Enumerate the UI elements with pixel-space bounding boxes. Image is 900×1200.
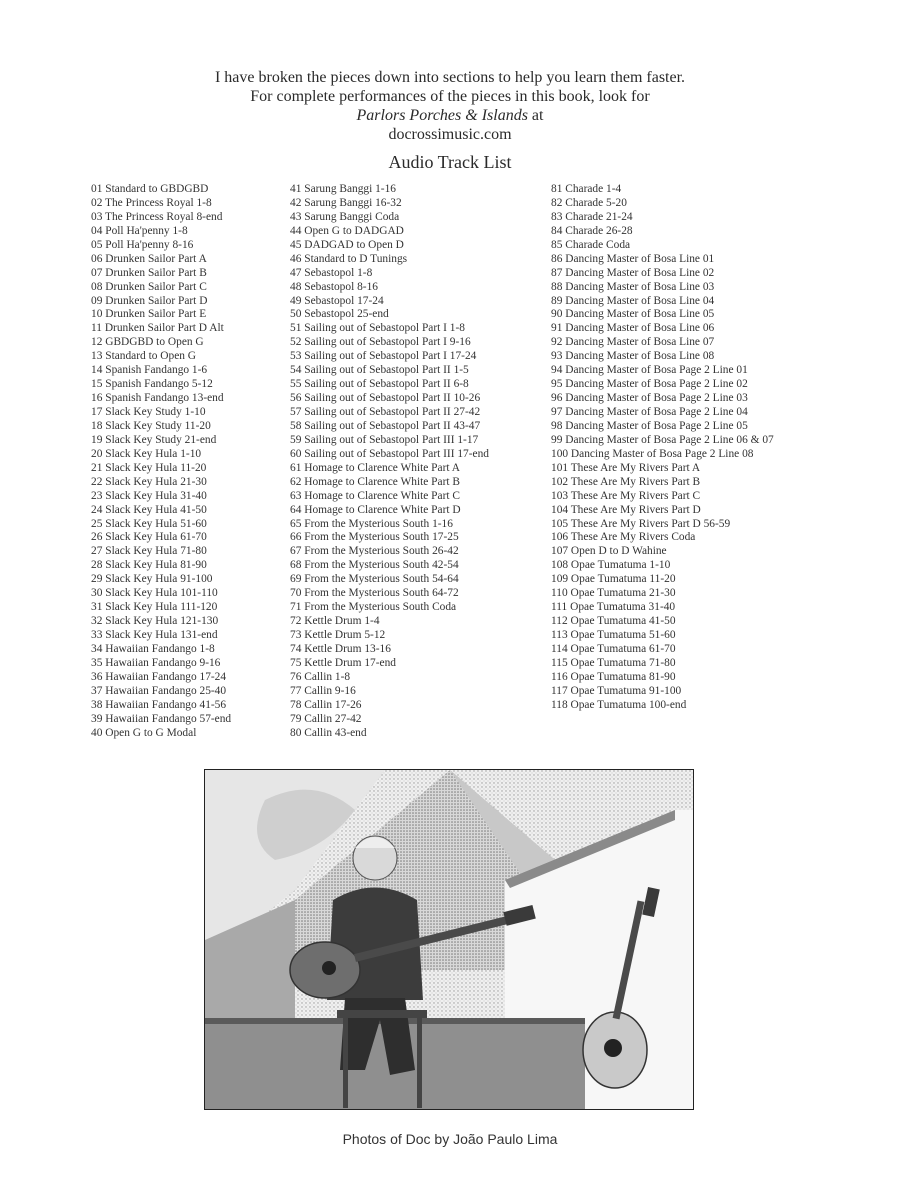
track-item: 96 Dancing Master of Bosa Page 2 Line 03 (551, 392, 748, 405)
track-item: 50 Sebastopol 25-end (290, 308, 389, 321)
intro-line-1: I have broken the pieces down into sections to help you learn them faster. (214, 69, 686, 86)
photo-illustration (205, 770, 693, 1109)
track-item: 25 Slack Key Hula 51-60 (91, 517, 207, 530)
track-item: 110 Opae Tumatuma 21-30 (551, 587, 676, 600)
track-item: 31 Slack Key Hula 111-120 (91, 601, 218, 614)
track-item: 39 Hawaiian Fandango 57-end (91, 712, 232, 725)
track-item: 109 Opae Tumatuma 11-20 (551, 573, 676, 586)
track-item: 59 Sailing out of Sebastopol Part III 1-17 (290, 433, 479, 446)
track-item: 09 Drunken Sailor Part D (91, 294, 208, 307)
track-item: 17 Slack Key Study 1-10 (91, 406, 206, 418)
track-item: 47 Sebastopol 1-8 (290, 266, 373, 279)
track-item: 52 Sailing out of Sebastopol Part I 9-16 (290, 336, 471, 349)
track-item: 20 Slack Key Hula 1-10 (91, 447, 202, 460)
photo-of-doc (204, 769, 694, 1110)
track-item: 22 Slack Key Hula 21-30 (91, 475, 207, 488)
track-item: 12 GBDGBD to Open G (91, 336, 204, 349)
photo-caption: Photos of Doc by João Paulo Lima (342, 1131, 558, 1147)
track-item: 53 Sailing out of Sebastopol Part I 17-24 (290, 350, 477, 363)
track-item: 105 These Are My Rivers Part D 56-59 (551, 517, 731, 530)
track-item: 82 Charade 5-20 (551, 196, 627, 209)
track-item: 64 Homage to Clarence White Part D (290, 503, 461, 516)
track-item: 58 Sailing out of Sebastopol Part II 43-47 (290, 419, 481, 432)
track-item: 29 Slack Key Hula 91-100 (91, 573, 213, 586)
track-item: 108 Opae Tumatuma 1-10 (551, 559, 671, 572)
track-item: 67 From the Mysterious South 26-42 (290, 545, 459, 558)
track-item: 60 Sailing out of Sebastopol Part III 17-end (290, 447, 489, 460)
track-item: 112 Opae Tumatuma 41-50 (551, 615, 676, 628)
track-item: 79 Callin 27-42 (290, 712, 362, 725)
track-item: 90 Dancing Master of Bosa Line 05 (551, 308, 715, 321)
track-item: 66 From the Mysterious South 17-25 (290, 531, 459, 544)
track-item: 04 Poll Ha'penny 1-8 (91, 224, 188, 237)
track-item: 02 The Princess Royal 1-8 (91, 196, 212, 209)
track-item: 24 Slack Key Hula 41-50 (91, 503, 207, 516)
track-item: 38 Hawaiian Fandango 41-56 (91, 698, 227, 711)
track-item: 15 Spanish Fandango 5-12 (91, 378, 213, 391)
track-item: 101 These Are My Rivers Part A (551, 461, 701, 474)
track-item: 70 From the Mysterious South 64-72 (290, 587, 459, 600)
track-item: 61 Homage to Clarence White Part A (290, 461, 460, 474)
track-item: 32 Slack Key Hula 121-130 (91, 615, 219, 628)
track-item: 33 Slack Key Hula 131-end (91, 629, 218, 641)
track-item: 81 Charade 1-4 (551, 183, 622, 195)
track-item: 26 Slack Key Hula 61-70 (91, 531, 207, 544)
track-item: 71 From the Mysterious South Coda (290, 601, 457, 614)
track-item: 74 Kettle Drum 13-16 (290, 642, 391, 655)
track-item: 55 Sailing out of Sebastopol Part II 6-8 (290, 378, 469, 391)
track-item: 104 These Are My Rivers Part D (551, 503, 701, 516)
track-item: 102 These Are My Rivers Part B (551, 475, 701, 488)
track-item: 85 Charade Coda (551, 238, 631, 251)
track-column-2 (290, 183, 489, 741)
track-item: 114 Opae Tumatuma 61-70 (551, 642, 676, 655)
track-item: 88 Dancing Master of Bosa Line 03 (551, 280, 715, 293)
track-item: 19 Slack Key Study 21-end (91, 433, 217, 446)
intro-line-2: For complete performances of the pieces in this book, look for (250, 88, 650, 105)
track-item: 41 Sarung Banggi 1-16 (290, 183, 396, 195)
track-item: 21 Slack Key Hula 11-20 (91, 461, 207, 474)
track-item: 93 Dancing Master of Bosa Line 08 (551, 350, 715, 363)
track-item: 42 Sarung Banggi 16-32 (290, 196, 402, 209)
intro-text (0, 68, 900, 144)
track-column-3 (551, 183, 774, 713)
track-item: 69 From the Mysterious South 54-64 (290, 573, 459, 586)
track-item: 111 Opae Tumatuma 31-40 (551, 601, 676, 614)
track-item: 44 Open G to DADGAD (290, 224, 404, 237)
track-item: 77 Callin 9-16 (290, 684, 356, 697)
track-item: 51 Sailing out of Sebastopol Part I 1-8 (290, 322, 465, 335)
track-item: 46 Standard to D Tunings (290, 252, 408, 265)
track-item: 63 Homage to Clarence White Part C (290, 489, 460, 502)
track-item: 99 Dancing Master of Bosa Page 2 Line 06 & 07 (551, 433, 774, 446)
track-item: 115 Opae Tumatuma 71-80 (551, 656, 676, 669)
track-item: 80 Callin 43-end (290, 726, 367, 739)
intro-line-3 (0, 106, 900, 125)
track-item: 49 Sebastopol 17-24 (290, 294, 384, 307)
track-item: 14 Spanish Fandango 1-6 (91, 364, 208, 377)
album-title: Parlors Porches & Islands (356, 107, 528, 124)
track-item: 57 Sailing out of Sebastopol Part II 27-42 (290, 406, 481, 418)
track-item: 07 Drunken Sailor Part B (91, 266, 207, 279)
track-item: 30 Slack Key Hula 101-110 (91, 587, 218, 600)
track-item: 34 Hawaiian Fandango 1-8 (91, 642, 215, 655)
track-item: 05 Poll Ha'penny 8-16 (91, 238, 194, 251)
track-item: 03 The Princess Royal 8-end (91, 210, 223, 223)
track-item: 37 Hawaiian Fandango 25-40 (91, 684, 227, 697)
track-item: 54 Sailing out of Sebastopol Part II 1-5 (290, 364, 469, 377)
track-item: 107 Open D to D Wahine (551, 545, 667, 558)
track-item: 45 DADGAD to Open D (290, 238, 404, 251)
track-item: 10 Drunken Sailor Part E (91, 308, 207, 321)
track-item: 76 Callin 1-8 (290, 670, 351, 683)
track-item: 117 Opae Tumatuma 91-100 (551, 684, 682, 697)
track-item: 43 Sarung Banggi Coda (290, 210, 400, 223)
track-item: 83 Charade 21-24 (551, 210, 633, 223)
track-item: 62 Homage to Clarence White Part B (290, 475, 460, 488)
track-item: 11 Drunken Sailor Part D Alt (91, 322, 224, 335)
track-item: 73 Kettle Drum 5-12 (290, 629, 386, 641)
track-item: 89 Dancing Master of Bosa Line 04 (551, 294, 715, 307)
track-item: 97 Dancing Master of Bosa Page 2 Line 04 (551, 406, 748, 418)
track-item: 84 Charade 26-28 (551, 224, 633, 237)
track-item: 08 Drunken Sailor Part C (91, 280, 207, 293)
track-item: 103 These Are My Rivers Part C (551, 489, 701, 502)
track-item: 98 Dancing Master of Bosa Page 2 Line 05 (551, 419, 748, 432)
track-item: 95 Dancing Master of Bosa Page 2 Line 02 (551, 378, 748, 391)
track-item: 68 From the Mysterious South 42-54 (290, 559, 459, 572)
track-item: 116 Opae Tumatuma 81-90 (551, 670, 676, 683)
track-item: 16 Spanish Fandango 13-end (91, 392, 224, 405)
track-item: 18 Slack Key Study 11-20 (91, 419, 211, 432)
track-item: 40 Open G to G Modal (91, 726, 197, 739)
track-item: 75 Kettle Drum 17-end (290, 656, 396, 669)
track-item: 106 These Are My Rivers Coda (551, 531, 696, 544)
website: docrossimusic.com (388, 126, 512, 143)
track-item: 35 Hawaiian Fandango 9-16 (91, 656, 221, 669)
track-item: 91 Dancing Master of Bosa Line 06 (551, 322, 715, 335)
track-item: 65 From the Mysterious South 1-16 (290, 517, 453, 530)
track-item: 56 Sailing out of Sebastopol Part II 10-26 (290, 392, 481, 405)
track-item: 01 Standard to GBDGBD (91, 183, 209, 195)
track-item: 13 Standard to Open G (91, 350, 197, 363)
track-item: 28 Slack Key Hula 81-90 (91, 559, 207, 572)
audio-track-list-heading: Audio Track List (388, 152, 512, 172)
track-item: 100 Dancing Master of Bosa Page 2 Line 08 (551, 447, 754, 460)
track-item: 92 Dancing Master of Bosa Line 07 (551, 336, 715, 349)
track-column-1 (91, 183, 231, 741)
album-suffix: at (527, 107, 544, 124)
track-item: 113 Opae Tumatuma 51-60 (551, 629, 676, 641)
track-item: 118 Opae Tumatuma 100-end (551, 698, 687, 711)
track-item: 86 Dancing Master of Bosa Line 01 (551, 252, 715, 265)
track-item: 78 Callin 17-26 (290, 698, 362, 711)
track-item: 27 Slack Key Hula 71-80 (91, 545, 207, 558)
track-item: 06 Drunken Sailor Part A (91, 252, 207, 265)
track-item: 72 Kettle Drum 1-4 (290, 615, 380, 628)
track-item: 36 Hawaiian Fandango 17-24 (91, 670, 227, 683)
track-item: 87 Dancing Master of Bosa Line 02 (551, 266, 715, 279)
track-item: 94 Dancing Master of Bosa Page 2 Line 01 (551, 364, 748, 377)
track-item: 23 Slack Key Hula 31-40 (91, 489, 207, 502)
track-item: 48 Sebastopol 8-16 (290, 280, 378, 293)
